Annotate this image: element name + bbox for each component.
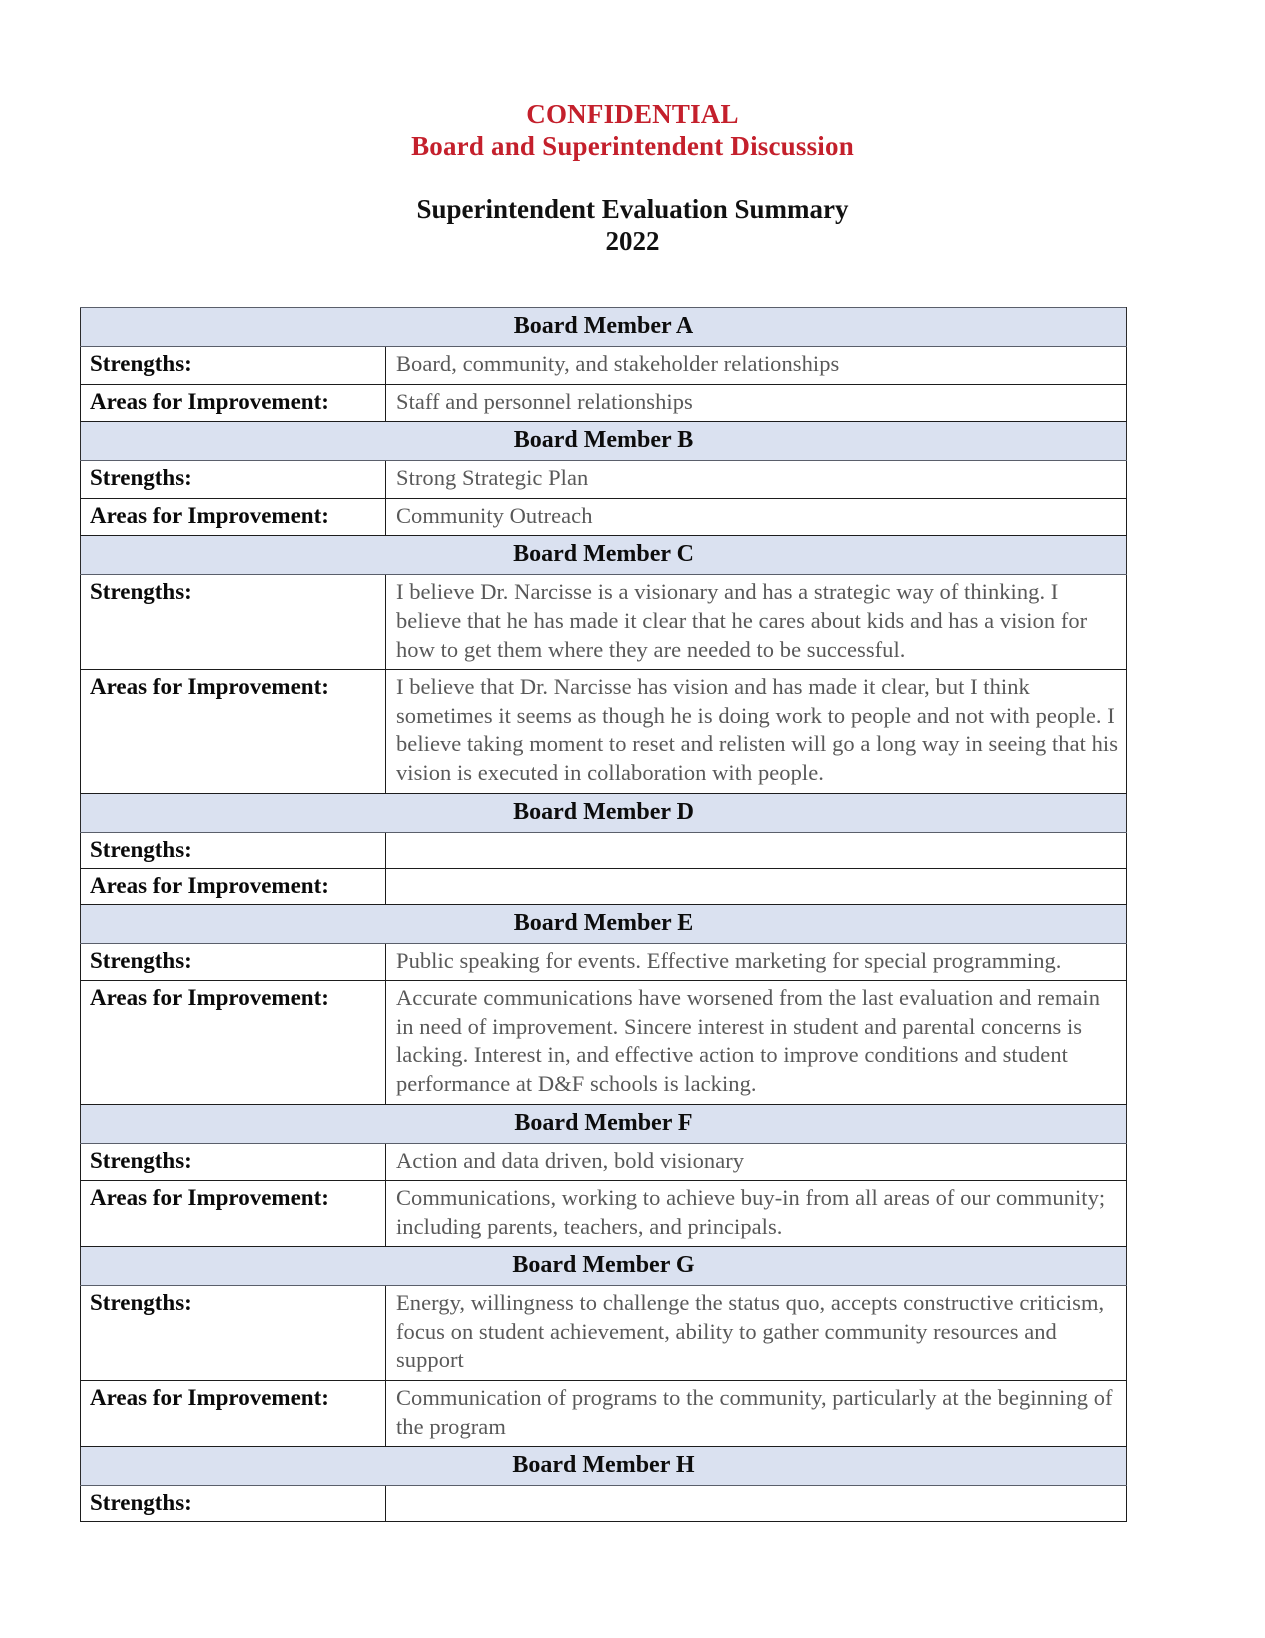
member-header-row (81, 1104, 1127, 1143)
row-value-strengths: I believe Dr. Narcisse is a visionary and has a strategic way of thinking. I believe that he has made it clear that he cares about kids and has a vision for how to get them where they are needed to be successful. (386, 575, 1127, 670)
table-row (81, 1181, 1127, 1247)
row-label-improvement: Areas for Improvement: (81, 384, 386, 422)
row-label-improvement: Areas for Improvement: (81, 670, 386, 793)
row-label-strengths: Strengths: (81, 832, 386, 868)
row-value-strengths (386, 832, 1127, 868)
row-value-improvement: Communications, working to achieve buy-in from all areas of our community; including parents, teachers, and principals. (386, 1181, 1127, 1247)
row-value-improvement: Communication of programs to the community, particularly at the beginning of the program (386, 1381, 1127, 1447)
table-row (81, 1486, 1127, 1522)
member-name: Board Member D (81, 793, 1127, 832)
member-name: Board Member C (81, 536, 1127, 575)
member-header-row (81, 1447, 1127, 1486)
table-row (81, 1143, 1127, 1181)
row-value-improvement: I believe that Dr. Narcisse has vision and has made it clear, but I think sometimes it seems as though he is doing work to people and not with people. I believe taking moment to reset and relisten will go a long way in seeing that his vision is executed in collaboration with people. (386, 670, 1127, 793)
row-label-improvement: Areas for Improvement: (81, 1381, 386, 1447)
member-name: Board Member G (81, 1247, 1127, 1286)
member-header-row (81, 536, 1127, 575)
row-value-strengths: Strong Strategic Plan (386, 461, 1127, 499)
row-value-strengths: Public speaking for events. Effective marketing for special programming. (386, 943, 1127, 981)
member-name: Board Member E (81, 904, 1127, 943)
table-row (81, 832, 1127, 868)
table-row (81, 1286, 1127, 1381)
member-header-row (81, 793, 1127, 832)
member-name: Board Member F (81, 1104, 1127, 1143)
row-label-strengths: Strengths: (81, 1486, 386, 1522)
page-year: 2022 (605, 226, 660, 256)
row-value-strengths (386, 1486, 1127, 1522)
table-row (81, 981, 1127, 1104)
table-row (81, 461, 1127, 499)
member-header-row (81, 1247, 1127, 1286)
evaluation-table (80, 307, 1127, 1522)
row-value-strengths: Board, community, and stakeholder relationships (386, 347, 1127, 385)
table-row (81, 575, 1127, 670)
member-name: Board Member B (81, 422, 1127, 461)
row-value-improvement: Staff and personnel relationships (386, 384, 1127, 422)
table-row (81, 347, 1127, 385)
member-name: Board Member H (81, 1447, 1127, 1486)
row-value-improvement: Community Outreach (386, 498, 1127, 536)
row-value-strengths: Action and data driven, bold visionary (386, 1143, 1127, 1181)
table-row (81, 384, 1127, 422)
row-label-strengths: Strengths: (81, 461, 386, 499)
row-label-strengths: Strengths: (81, 943, 386, 981)
table-row (81, 943, 1127, 981)
row-label-improvement: Areas for Improvement: (81, 498, 386, 536)
row-label-strengths: Strengths: (81, 575, 386, 670)
member-header-row (81, 308, 1127, 347)
member-header-row (81, 422, 1127, 461)
row-label-improvement: Areas for Improvement: (81, 1181, 386, 1247)
table-row (81, 670, 1127, 793)
table-row (81, 1381, 1127, 1447)
member-header-row (81, 904, 1127, 943)
discussion-subject: Board and Superintendent Discussion (411, 131, 854, 161)
row-label-improvement: Areas for Improvement: (81, 981, 386, 1104)
row-value-strengths: Energy, willingness to challenge the status quo, accepts constructive criticism, focus on student achievement, ability to gather community resources and support (386, 1286, 1127, 1381)
row-label-improvement: Areas for Improvement: (81, 868, 386, 904)
table-row (81, 498, 1127, 536)
confidential-notice: CONFIDENTIAL (526, 99, 739, 129)
row-value-improvement (386, 868, 1127, 904)
evaluation-table-container (80, 307, 1126, 1522)
row-label-strengths: Strengths: (81, 1286, 386, 1381)
table-row (81, 868, 1127, 904)
document-header (0, 0, 1265, 257)
row-label-strengths: Strengths: (81, 1143, 386, 1181)
member-name: Board Member A (81, 308, 1127, 347)
row-value-improvement: Accurate communications have worsened from the last evaluation and remain in need of improvement. Sincere interest in student and parental concerns is lacking. Interest in, and effective action to improve conditions and student performance at D&F schools is lacking. (386, 981, 1127, 1104)
row-label-strengths: Strengths: (81, 347, 386, 385)
page-title: Superintendent Evaluation Summary (416, 194, 849, 224)
